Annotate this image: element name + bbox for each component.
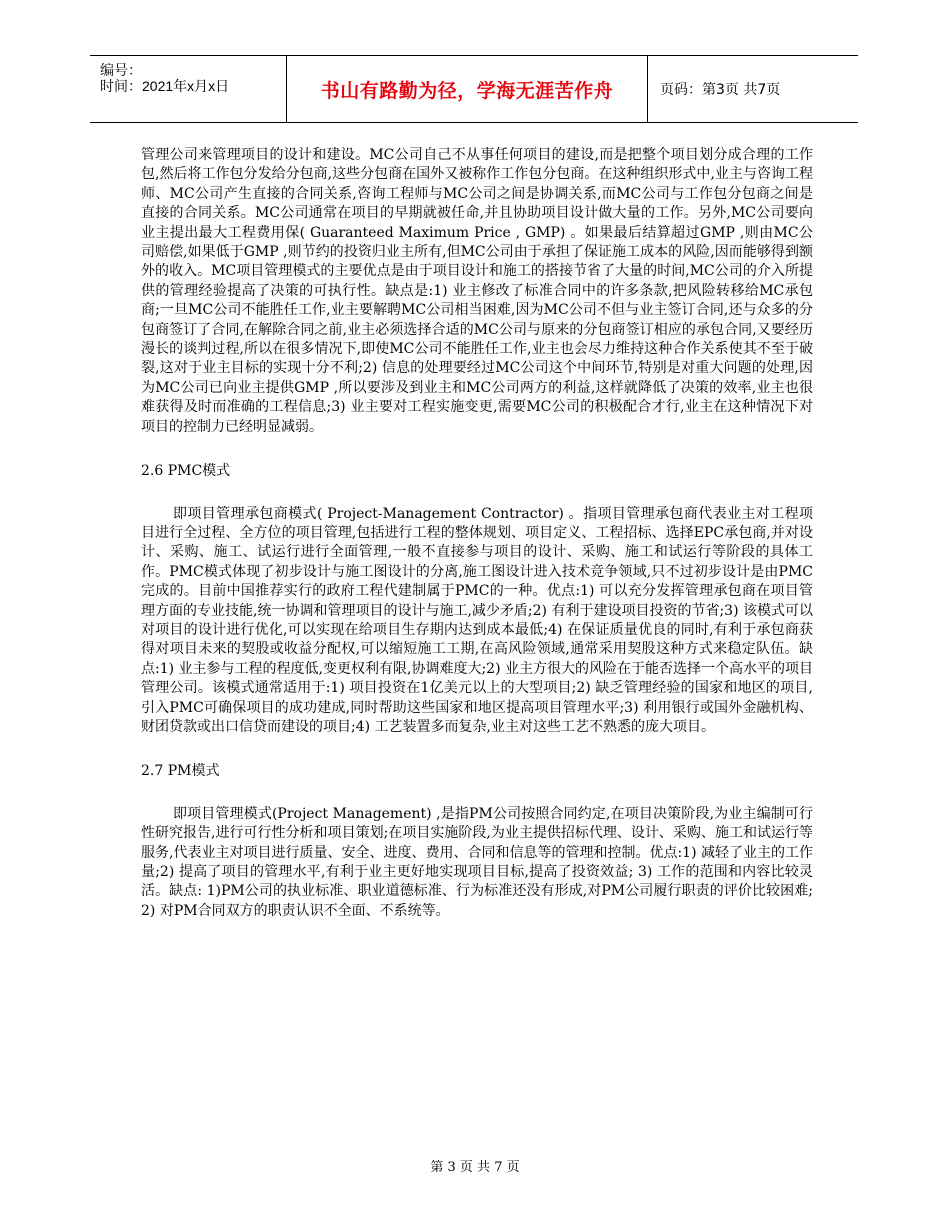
header-motto-cell bbox=[286, 56, 648, 122]
header-page-cell bbox=[648, 56, 858, 122]
section-heading-pmc: 2.6 PMC模式 bbox=[141, 463, 231, 480]
paragraph-mc-continued: 管理公司来管理项目的设计和建设。MC公司自己不从事任何项目的建设,而是把整个项目划分成合理的工作包,然后将工作包分发给分包商,这些分包商在国外又被称作工作包分包商。在这种组织形式中,业主与咨询工程师、MC公司产生直接的合同关系,咨询工程师与MC公司之间是协调关系,而MC公司与工作包分包商之间是直接的合同关系。MC公司通常在项目的早期就被任命,并且协助项目设计做大量的工作。另外,MC公司要向业主提出最大工程费用保( Guaranteed Maximum Price , GMP) 。如果最后结算超过GMP ,则由MC公司赔偿,如果低于GMP ,则节约的投资归业主所有,但MC公司由于承担了保证施工成本的风险,因而能够得到额外的收入。MC项目管理模式的主要优点是由于项目设计和施工的搭接节省了大量的时间,MC公司的介入所提供的管理经验提高了决策的可执行性。缺点是:1) 业主修改了标准合同中的许多条款,把风险转移给MC承包商;一旦MC公司不能胜任工作,业主要解聘MC公司相当困难,因为MC公司不但与业主签订合同,还与众多的分包商签订了合同,在解除合同之前,业主必须选择合适的MC公司与原来的分包商签订相应的承包合同,又要经历漫长的谈判过程,所以在很多情况下,即使MC公司不能胜任工作,业主也会尽力维持这种合作关系使其不至于破裂,这对于业主目标的实现十分不利;2) 信息的处理要经过MC公司这个中间环节,特别是对重大问题的处理,因为MC公司已向业主提供GMP ,所以要涉及到业主和MC公司两方的利益,这样就降低了决策的效率,业主也很难获得及时而准确的工程信息;3) 业主要对工程实施变更,需要MC公司的积极配合才行,业主在这种情况下对项目的控制力已经明显减弱。 bbox=[141, 147, 813, 435]
document-number-label: 编号： bbox=[100, 62, 142, 78]
section-heading-pm: 2.7 PM模式 bbox=[141, 763, 220, 780]
header-meta-cell bbox=[90, 56, 286, 122]
document-body bbox=[141, 146, 813, 921]
paragraph-pm: 即项目管理模式(Project Management) ,是指PM公司按照合同约定,在项目决策阶段,为业主编制可行性研究报告,进行可行性分析和项目策划;在项目实施阶段,为业主提供招标代理、设计、采购、施工和试运行等服务,代表业主对项目进行质量、安全、进度、费用、合同和信息等的管理和控制。优点:1) 减轻了业主的工作量;2) 提高了项目的管理水平,有利于业主更好地实现项目目标,提高了投资效益; 3) 工作的范围和内容比较灵活。缺点: 1)PM公司的执业标准、职业道德标准、行为标准还没有形成,对PM公司履行职责的评价比较困难;2) 对PM合同双方的职责认识不全面、不系统等。 bbox=[141, 805, 813, 919]
page-header bbox=[90, 55, 858, 123]
header-page-info: 页码：第3页 共7页 bbox=[660, 82, 781, 98]
paragraph-pmc: 即项目管理承包商模式( Project-Management Contractor) 。指项目管理承包商代表业主对工程项目进行全过程、全方位的项目管理,包括进行工程的整体规划、项目定义、工程招标、选择EPC承包商,并对设计、采购、施工、试运行进行全面管理,一般不直接参与项目的设计、采购、施工和试运行等阶段的具体工作。PMC模式体现了初步设计与施工图设计的分离,施工图设计进入技术竞争领域,只不过初步设计是由PMC完成的。目前中国推荐实行的政府工程代建制属于PMC的一种。优点:1) 可以充分发挥管理承包商在项目管理方面的专业技能,统一协调和管理项目的设计与施工,减少矛盾;2) 有利于建设项目投资的节省;3) 该模式可以对项目的设计进行优化,可以实现在给项目生存期内达到成本最低;4) 在保证质量优良的同时,有利于承包商获得对项目未来的契股或收益分配权,可以缩短施工工期,在高风险领域,通常采用契股这种方式来稳定队伍。缺点:1) 业主参与工程的程度低,变更权利有限,协调难度大;2) 业主方很大的风险在于能否选择一个高水平的项目管理公司。该模式通常适用于:1) 项目投资在1亿美元以上的大型项目;2) 缺乏管理经验的国家和地区的项目,引入PMC可确保项目的成功建成,同时帮助这些国家和地区提高项目管理水平;3) 利用银行或国外金融机构、财团贷款或出口信贷而建设的项目;4) 工艺装置多而复杂,业主对这些工艺不熟悉的庞大项目。 bbox=[141, 505, 813, 735]
document-date-label: 时间：2021年x月x日 bbox=[100, 78, 230, 94]
page-footer: 第 3 页 共 7 页 bbox=[430, 1160, 520, 1175]
header-motto: 书山有路勤为径，学海无涯苦作舟 bbox=[320, 79, 614, 102]
